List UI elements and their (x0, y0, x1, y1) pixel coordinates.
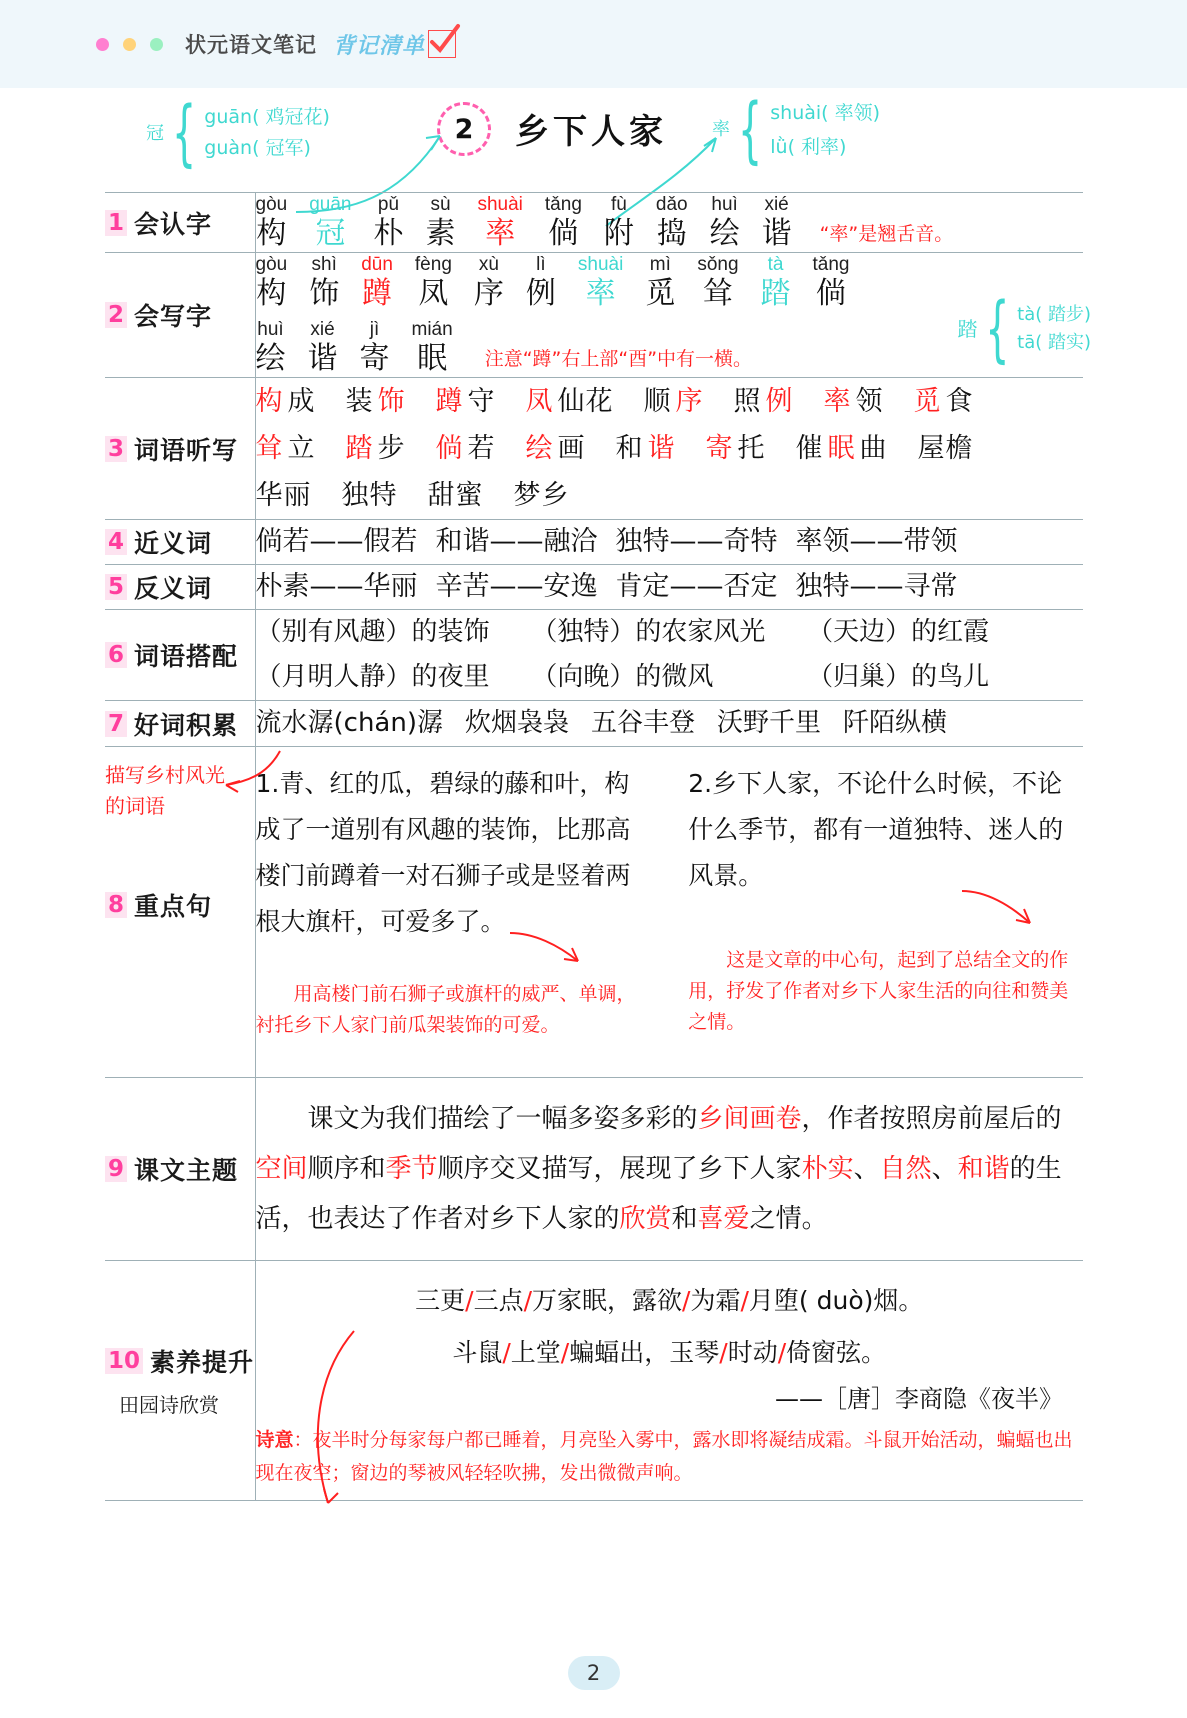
char-hanzi: 例 (525, 276, 556, 311)
good-phrases (256, 701, 1084, 746)
poem-attribution: ——［唐］李商隐《夜半》 (775, 1385, 1063, 1413)
row-content-2 (255, 253, 1091, 378)
char-hanzi: 构 (256, 276, 287, 311)
char-hanzi: 率 (585, 276, 616, 311)
row-number-3: 3 (105, 436, 127, 462)
char-pinyin: tǎng (812, 254, 850, 275)
key-sentence-2: 2.乡下人家，不论什么时候，不论什么季节，都有一道独特、迷人的风景。 (688, 769, 1064, 890)
char-hanzi: 踏 (760, 276, 791, 311)
char-pinyin: fèng (414, 254, 452, 275)
char-entry (425, 193, 455, 252)
dictation-token: 凤 (525, 386, 554, 417)
word-pair: 倘若——假若 (255, 526, 418, 557)
char-hanzi: 朴 (373, 216, 404, 251)
table-row-key-sentences (105, 747, 1083, 1078)
char-entry (373, 193, 403, 252)
annotation-shuai-reading-2: lǜ( 利率) (770, 136, 847, 158)
char-entry (477, 193, 522, 252)
table-row-write (105, 253, 1083, 378)
char-hanzi: 觅 (645, 276, 676, 311)
table-row-literacy (105, 1261, 1083, 1501)
char-entry (656, 193, 688, 252)
collocation-item: （天边）的红霞 (807, 617, 990, 647)
dictation-token: 若 (467, 433, 496, 464)
theme-segment: 和谐 (957, 1154, 1010, 1184)
char-pinyin: xié (764, 194, 789, 215)
row-label-10 (105, 1261, 255, 1501)
char-pinyin: sǒng (697, 254, 739, 275)
annotation-guan: 冠 { guān( 鸡冠花) guàn( 冠军) (146, 91, 330, 175)
char-entry (645, 253, 675, 312)
row-content-1 (255, 193, 1083, 253)
annotation-guan-reading-1: guān( 鸡冠花) (204, 106, 330, 128)
row-label-4 (105, 520, 255, 565)
poem-slash: / (465, 1286, 474, 1315)
row-name-9: 课文主题 (134, 1156, 239, 1185)
poem-slash: / (502, 1338, 511, 1367)
poem-text: 为霜 (690, 1286, 741, 1315)
dictation-token: 绘 (525, 433, 554, 464)
row-name-5: 反义词 (134, 574, 213, 603)
dictation-token: 托 (737, 433, 766, 464)
table-row-theme (105, 1078, 1083, 1261)
char-pinyin: fù (610, 194, 627, 215)
char-hanzi: 饰 (309, 276, 340, 311)
decor-dot-pink (96, 38, 109, 51)
header-subtitle: 背记清单 (333, 33, 426, 59)
recognize-note: “率”是翘舌音。 (819, 223, 954, 245)
char-hanzi: 谐 (307, 341, 338, 376)
char-entry (762, 193, 792, 252)
char-entry (545, 193, 582, 252)
row-label-5 (105, 565, 255, 610)
char-hanzi: 序 (473, 276, 504, 311)
row-label-3 (105, 378, 255, 520)
dictation-token: 成 (287, 386, 316, 417)
char-hanzi: 倘 (548, 216, 579, 251)
row-content-4 (255, 520, 1083, 565)
collocation-item: （月明人静）的夜里 (255, 662, 490, 692)
theme-segment: 之情。 (749, 1204, 828, 1234)
side-note-line: 描写乡村风光 (105, 765, 225, 787)
dictation-token: 构 (255, 386, 284, 417)
dictation-token: 眠 (827, 433, 856, 464)
theme-segment: 季节 (385, 1154, 438, 1184)
word-pair: 率领——带领 (795, 526, 958, 557)
dictation-token: 华丽 (255, 480, 312, 511)
row-label-6 (105, 610, 255, 701)
phrase-item: 五谷丰登 (591, 708, 696, 738)
char-pinyin: gòu (255, 254, 288, 275)
dictation-token: 甜蜜 (427, 480, 484, 511)
char-pinyin: mì (649, 254, 671, 275)
char-hanzi: 寄 (359, 341, 390, 376)
dictation-token: 仙花 (557, 386, 614, 417)
char-entry (710, 193, 740, 252)
dictation-token: 耸 (255, 433, 284, 464)
dictation-token: 独特 (341, 480, 398, 511)
row-number-10: 10 (105, 1348, 143, 1374)
row-content-8 (255, 747, 1083, 1078)
decor-dot-green (150, 38, 163, 51)
char-entry (309, 193, 351, 252)
write-char-grid-line2 (256, 318, 475, 377)
char-entry (813, 253, 850, 312)
dictation-token: 谐 (647, 433, 676, 464)
table-row-antonyms (105, 565, 1083, 610)
key-sentence-2-annotation: 这是文章的中心句，起到了总结全文的作用，抒发了作者对乡下人家生活的向往和赞美之情。 (688, 949, 1069, 1033)
word-pair: 辛苦——安逸 (435, 571, 598, 602)
word-pair: 和谐——融洽 (435, 526, 598, 557)
char-entry (309, 253, 339, 312)
dictation-token: 立 (287, 433, 316, 464)
row-name-10: 素养提升 (150, 1348, 255, 1377)
dictation-token: 寄 (705, 433, 734, 464)
annotation-ta-char: 踏 (957, 317, 978, 341)
table-row-recognize (105, 193, 1083, 253)
key-sentence-1: 1.青、红的瓜，碧绿的藤和叶，构成了一道别有风趣的装饰，比那高楼门前蹲着一对石狮子或是竖着两根大旗杆，可爱多了。 (255, 769, 631, 936)
table-row-phrases (105, 701, 1083, 747)
dictation-line (256, 425, 1084, 472)
char-hanzi: 捣 (656, 216, 687, 251)
poem-text: 三点 (473, 1286, 524, 1315)
row-sublabel-10: 田园诗欣赏 (119, 1393, 219, 1417)
row-number-7: 7 (105, 711, 127, 737)
row-name-6: 词语搭配 (134, 642, 239, 671)
theme-segment: 朴实 (801, 1154, 854, 1184)
dictation-token: 领 (855, 386, 884, 417)
char-pinyin: xù (478, 254, 499, 275)
poem-text: 月堕( duò)烟。 (748, 1286, 924, 1315)
char-hanzi: 蹲 (362, 276, 393, 311)
theme-segment: 乡间画卷 (697, 1104, 802, 1134)
char-pinyin: gòu (255, 194, 288, 215)
char-entry (308, 318, 338, 377)
dictation-token: 催 (795, 433, 824, 464)
page-header (0, 0, 1187, 88)
row-number-9: 9 (105, 1156, 127, 1182)
row-number-6: 6 (105, 642, 127, 668)
dictation-token: 蹲 (435, 386, 464, 417)
theme-segment: 和 (671, 1204, 698, 1234)
poem-slash: / (777, 1338, 787, 1367)
row-content-7 (255, 701, 1083, 747)
char-pinyin: shuài (477, 194, 523, 215)
dictation-token: 觅 (913, 386, 942, 417)
notes-table (105, 192, 1091, 1501)
char-hanzi: 凤 (418, 276, 449, 311)
synonym-pairs (256, 520, 1084, 564)
dictation-token: 曲 (859, 433, 888, 464)
dictation-token: 率 (823, 386, 852, 417)
theme-segment: 自然 (879, 1154, 932, 1184)
char-pinyin: dǎo (655, 194, 688, 215)
dictation-token: 守 (467, 386, 496, 417)
lesson-title: 乡下人家 (515, 112, 667, 152)
collocation-item: （别有风趣）的装饰 (255, 617, 490, 647)
char-pinyin: dūn (361, 254, 393, 275)
row-label-7 (105, 701, 255, 747)
table-row-collocations (105, 610, 1083, 701)
theme-segment: 欣赏 (619, 1204, 672, 1234)
char-pinyin: jì (369, 319, 380, 340)
dictation-lines (256, 378, 1084, 519)
theme-segment: 顺序和 (307, 1154, 386, 1184)
annotation-ta: 踏 { tà( 踏步) tā( 踏实) (957, 287, 1091, 371)
theme-segment: 、 (853, 1154, 880, 1184)
char-entry (412, 318, 453, 377)
annotation-guan-char: 冠 (146, 122, 164, 144)
theme-segment: 的生活，也表达了作者对乡下人家的 (255, 1154, 1062, 1234)
dictation-token: 梦乡 (513, 480, 570, 511)
row-number-1: 1 (105, 210, 127, 236)
table-row-dictation (105, 378, 1083, 520)
char-entry (604, 193, 634, 252)
poem-slash: / (560, 1338, 570, 1367)
char-pinyin: lì (536, 254, 546, 275)
header-title: 状元语文笔记 (185, 33, 317, 57)
char-pinyin: shì (311, 254, 337, 275)
char-hanzi: 附 (603, 216, 634, 251)
char-pinyin: sù (430, 194, 451, 215)
collocation-line (256, 610, 1084, 655)
char-entry (256, 193, 288, 252)
dictation-token: 倘 (435, 433, 464, 464)
row-number-2: 2 (105, 302, 127, 328)
poem-lines (256, 1275, 1084, 1379)
collocation-line (256, 655, 1084, 700)
char-pinyin: tà (767, 254, 784, 275)
phrase-item: 阡陌纵横 (843, 708, 948, 738)
char-entry (526, 253, 556, 312)
row-name-3: 词语听写 (134, 435, 239, 465)
char-entry (474, 253, 504, 312)
char-pinyin: guān (309, 194, 352, 215)
poem-line (256, 1327, 1084, 1379)
char-hanzi: 率 (485, 216, 516, 251)
key-sentence-1-annotation: 用高楼门前石狮子或旗杆的威严、单调，衬托乡下人家门前瓜架装饰的可爱。 (255, 983, 636, 1036)
char-pinyin: huì (257, 319, 284, 340)
poem-slash: / (523, 1286, 533, 1315)
poem-text: 蝙蝠出，玉琴 (569, 1338, 720, 1367)
phrase-item: 流水潺(chán)潺 (255, 708, 443, 738)
row-label-1 (105, 193, 255, 253)
row-number-4: 4 (105, 529, 127, 555)
dictation-token: 食 (945, 386, 974, 417)
row-number-8: 8 (105, 892, 127, 918)
antonym-pairs (256, 565, 1084, 609)
poem-text: 时动 (727, 1338, 778, 1367)
lesson-number-badge: 2 (437, 102, 491, 156)
row-number-5: 5 (105, 574, 127, 600)
phrase-item: 炊烟袅袅 (464, 708, 569, 738)
dictation-token: 步 (377, 433, 406, 464)
char-entry (697, 253, 738, 312)
char-entry (256, 253, 288, 312)
char-pinyin: mián (411, 319, 453, 340)
poem-meaning (256, 1424, 1084, 1490)
phrase-item: 沃野千里 (717, 708, 822, 738)
recognize-char-grid (256, 193, 814, 252)
row-content-10 (255, 1261, 1083, 1501)
checkmark-icon (428, 30, 456, 58)
dictation-line (256, 378, 1084, 425)
annotation-guan-reading-2: guàn( 冠军) (204, 137, 311, 159)
dictation-token: 饰 (377, 386, 406, 417)
collocation-item: （独特）的农家风光 (531, 617, 766, 647)
word-pair: 独特——寻常 (795, 571, 958, 602)
poem-text: 万家眠，露欲 (532, 1286, 683, 1315)
theme-segment: 、 (931, 1154, 958, 1184)
dictation-token: 序 (675, 386, 704, 417)
annotation-shuai-reading-1: shuài( 率领) (770, 102, 881, 124)
row-label-2 (105, 253, 255, 378)
row-label-8 (105, 747, 255, 1078)
dictation-line (256, 472, 1084, 519)
char-entry (415, 253, 452, 312)
char-hanzi: 眠 (417, 341, 448, 376)
poem-line (256, 1275, 1084, 1327)
row-name-7: 好词积累 (134, 710, 239, 740)
dictation-token: 和 (615, 433, 644, 464)
dictation-token: 照 (733, 386, 762, 417)
decor-dot-yellow (123, 38, 136, 51)
row-name-8: 重点句 (134, 892, 213, 921)
char-hanzi: 构 (256, 216, 287, 251)
char-hanzi: 冠 (315, 216, 346, 251)
theme-segment: 课文为我们描绘了一幅多姿多彩的 (255, 1104, 698, 1134)
collocation-lines (256, 610, 1084, 700)
char-pinyin: pǔ (377, 194, 400, 215)
word-pair: 朴素——华丽 (255, 571, 418, 602)
page-number: 2 (568, 1656, 620, 1690)
dictation-token: 顺 (643, 386, 672, 417)
row-name-1: 会认字 (134, 209, 213, 239)
char-hanzi: 谐 (761, 216, 792, 251)
collocation-item: （归巢）的鸟儿 (807, 662, 990, 692)
dictation-token: 装 (345, 386, 374, 417)
poem-text: 倚窗弦。 (786, 1338, 887, 1367)
table-row-synonyms (105, 520, 1083, 565)
dictation-token: 例 (765, 386, 794, 417)
poem-text: 斗鼠 (452, 1338, 503, 1367)
char-hanzi: 绘 (709, 216, 740, 251)
theme-segment: 顺序交叉描写，展现了乡下人家 (437, 1154, 802, 1184)
row-content-3 (255, 378, 1083, 520)
dictation-token: 画 (557, 433, 586, 464)
annotation-shuai-char: 率 (712, 119, 730, 140)
row-content-5 (255, 565, 1083, 610)
char-pinyin: huì (711, 194, 738, 215)
poem-meaning-text: ：夜半时分每家每户都已睡着，月亮坠入雾中，露水即将凝结成霜。斗鼠开始活动，蝙蝠也出现在夜空；窗边的琴被风轻轻吹拂，发出微微声响。 (255, 1429, 1073, 1484)
char-entry (578, 253, 623, 312)
poem-slash: / (682, 1286, 691, 1315)
lesson-title-area (0, 88, 1187, 198)
poem-slash: / (719, 1338, 728, 1367)
row-label-9 (105, 1078, 255, 1261)
row-name-2: 会写字 (134, 302, 213, 331)
poem-slash: / (740, 1286, 749, 1315)
theme-segment: 喜爱 (697, 1204, 750, 1234)
dictation-token: 踏 (345, 433, 374, 464)
word-pair: 肯定——否定 (615, 571, 778, 602)
side-note-line: 的词语 (105, 796, 165, 818)
char-pinyin: shuài (577, 254, 624, 275)
char-entry (360, 318, 390, 377)
char-hanzi: 素 (425, 216, 456, 251)
char-hanzi: 倘 (816, 276, 846, 311)
char-pinyin: tǎng (544, 194, 582, 215)
row-content-9 (255, 1078, 1083, 1261)
write-note: 注意“蹲”右上部“酉”中有一横。 (484, 348, 753, 370)
theme-paragraph (256, 1094, 1084, 1244)
char-hanzi: 耸 (702, 276, 733, 311)
annotation-ta-reading-2: tā( 踏实) (1017, 332, 1091, 353)
char-pinyin: xié (310, 319, 335, 340)
char-entry (761, 253, 791, 312)
char-entry (256, 318, 286, 377)
poem-text: 上堂 (510, 1338, 561, 1367)
char-entry (361, 253, 393, 312)
row-content-6 (255, 610, 1083, 701)
annotation-shuai: 率 { shuài( 率领) lǜ( 利率) (712, 88, 881, 172)
theme-segment: ，作者按照房前屋后的 (801, 1104, 1062, 1134)
poem-text: 三更 (415, 1286, 466, 1315)
word-pair: 独特——奇特 (615, 526, 778, 557)
dictation-token: 屋檐 (917, 433, 974, 464)
collocation-item: （向晚）的微风 (531, 662, 714, 692)
side-note-village-words (105, 761, 245, 823)
char-hanzi: 绘 (255, 341, 286, 376)
row-name-4: 近义词 (134, 529, 213, 558)
poem-meaning-label: 诗意 (255, 1429, 294, 1451)
theme-segment: 空间 (255, 1154, 308, 1184)
annotation-ta-reading-1: tà( 踏步) (1017, 304, 1091, 325)
